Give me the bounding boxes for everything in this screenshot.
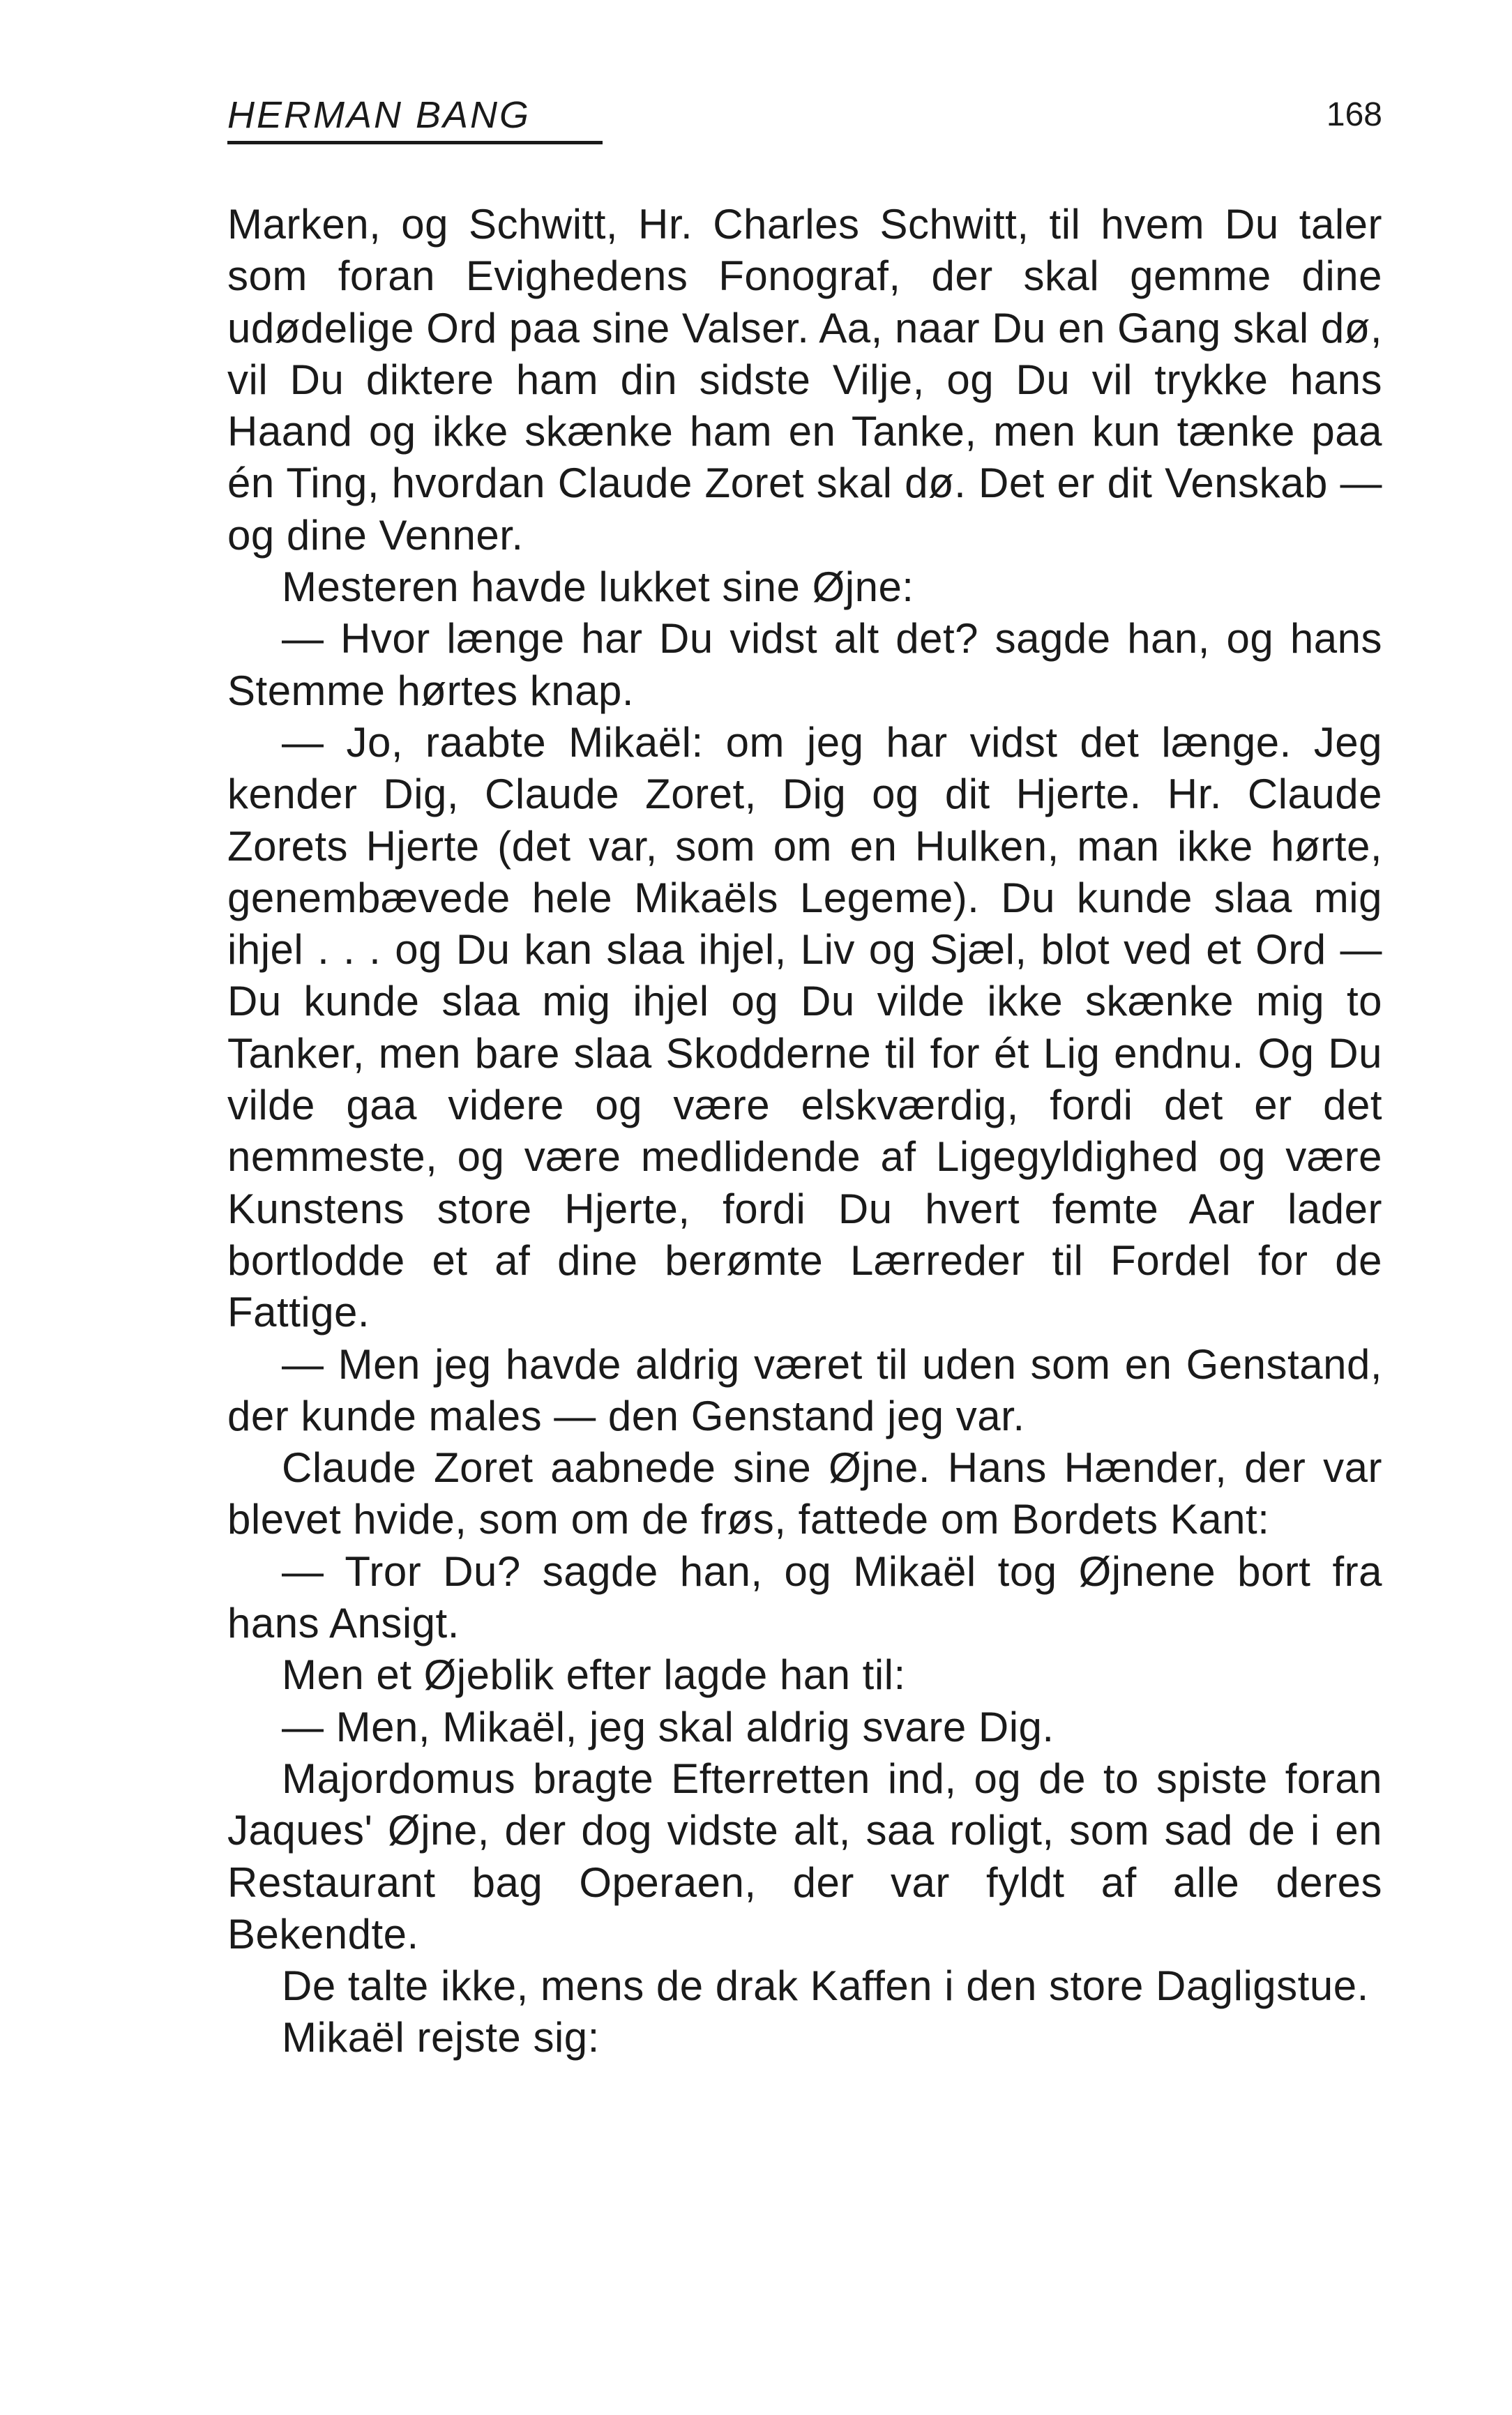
paragraph: Mikaël rejste sig: [282, 2014, 600, 2061]
paragraph: — Tror Du? sagde han, og Mikaël tog Øjnene bort fra hans Ansigt. [227, 1547, 1382, 1647]
running-head [227, 91, 1382, 146]
author-name: HERMAN BANG [227, 94, 531, 136]
book-page [227, 0, 1382, 2415]
paragraph: — Hvor længe har Du vidst alt det? sagde han, og hans Stemme hørtes knap. [227, 615, 1382, 714]
paragraph: De talte ikke, mens de drak Kaffen i den store Dagligstue. [282, 1962, 1369, 2010]
paragraph: — Men, Mikaël, jeg skal aldrig svare Dig. [282, 1703, 1054, 1750]
paragraph: Claude Zoret aabnede sine Øjne. Hans Hænder, der var blevet hvide, som om de frøs, fattede om Bordets Kant: [227, 1444, 1382, 1543]
paragraph: — Jo, raabte Mikaël: om jeg har vidst det længe. Jeg kender Dig, Claude Zoret, Dig og dit Hjerte. Hr. Claude Zorets Hjerte (det var, som om en Hulken, man ikke hørte, genembævede hele Mikaëls Legeme). Du kunde slaa mig ihjel . . . og Du kan slaa ihjel, Liv og Sjæl, blot ved et Ord — Du kunde slaa mig ihjel og Du vilde ikke skænke mig to Tanker, men bare slaa Skodderne til for ét Lig endnu. Og Du vilde gaa videre og være elskværdig, fordi det er det nemmeste, og være medlidende af Ligegyldighed og være Kunstens store Hjerte, fordi Du hvert femte Aar lader bortlodde et af dine berømte Lærreder til Fordel for de Fattige. [227, 718, 1382, 1336]
page-number: 168 [1326, 96, 1382, 133]
paragraph: Mesteren havde lukket sine Øjne: [282, 563, 914, 611]
paragraph: — Men jeg havde aldrig været til uden som en Genstand, der kunde males — den Genstand jeg var. [227, 1340, 1382, 1439]
body-text [227, 199, 1382, 2064]
paragraph: Marken, og Schwitt, Hr. Charles Schwitt, til hvem Du taler som foran Evighedens Fonograf, der skal gemme dine udødelige Ord paa sine Valser. Aa, naar Du en Gang skal dø, vil Du diktere ham din sidste Vilje, og Du vil trykke hans Haand og ikke skænke ham en Tanke, men kun tænke paa én Ting, hvordan Claude Zoret skal dø. Det er dit Venskab — og dine Venner. [227, 201, 1383, 559]
author-underline [227, 141, 603, 144]
paragraph: Men et Øjeblik efter lagde han til: [282, 1651, 906, 1699]
paragraph: Majordomus bragte Efterretten ind, og de to spiste foran Jaques' Øjne, der dog vidste alt, saa roligt, som sad de i en Restaurant bag Operaen, der var fyldt af alle deres Bekendte. [227, 1755, 1382, 1958]
